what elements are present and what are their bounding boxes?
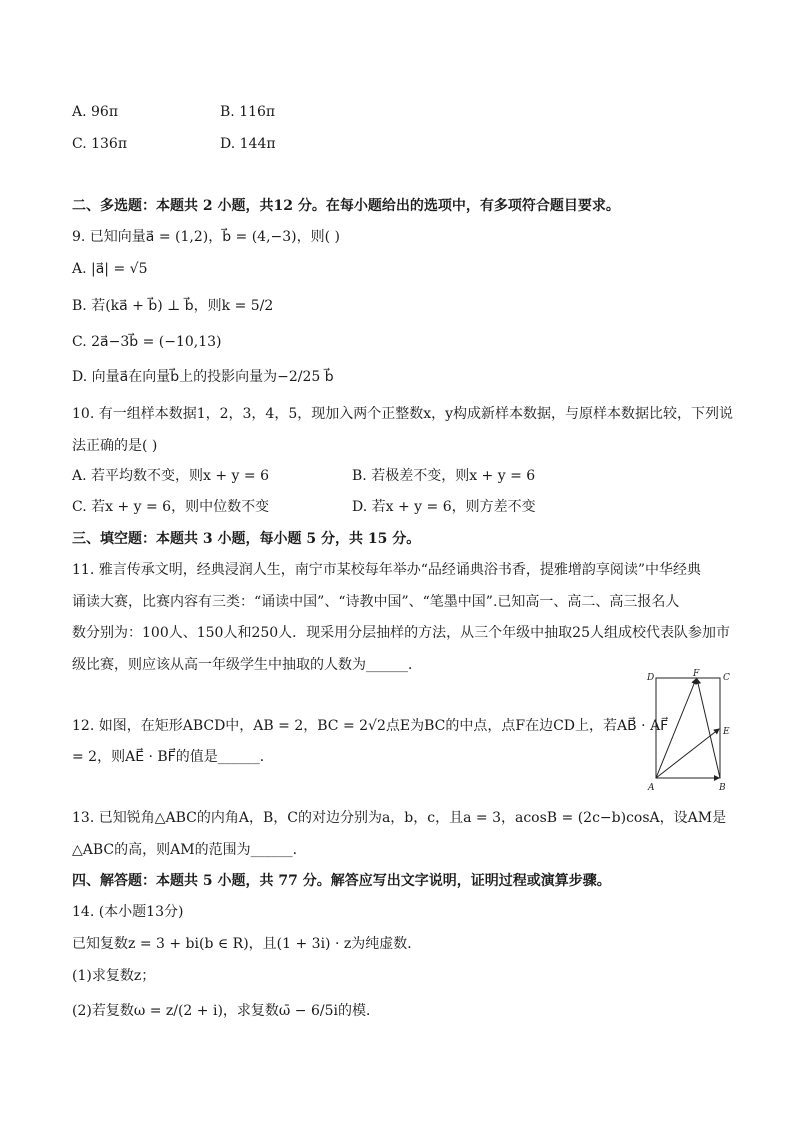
q9-stem: 9. 已知向量a⃗ = (1,2)，b⃗ = (4,−3)，则( ) [72, 229, 341, 245]
q14-stem: 已知复数z = 3 + bi(b ∈ R)，且(1 + 3i) · z为纯虚数． [72, 936, 422, 952]
section2-header: 二、多选题：本题共 2 小题，共12 分。在每小题给出的选项中，有多项符合题目要求。 [72, 198, 620, 214]
q13-line2: △ABC的高，则AM的范围为______． [72, 842, 307, 858]
label-b: B [719, 783, 726, 793]
q10-option-d: D. 若x + y = 6，则方差不变 [352, 499, 536, 515]
q10-stem-line1: 10. 有一组样本数据1，2，3，4，5，现加入两个正整数x，y构成新样本数据，与原样本数据比较，下列说 [72, 406, 734, 422]
q9-option-b: B. 若(ka⃗ + b⃗) ⊥ b⃗，则k = 5/2 [72, 298, 274, 314]
rectangle-abcd [656, 678, 720, 778]
q10-option-a: A. 若平均数不变，则x + y = 6 [72, 468, 269, 484]
label-a: A [648, 783, 655, 793]
q14-part2: (2)若复数ω = z/(2 + i)，求复数ω̄ − 6/5i的模． [72, 1003, 380, 1019]
q11-line1: 11. 雅言传承文明，经典浸润人生，南宁市某校每年举办“品经诵典浴书香，提雅增韵享阅读”中华经典 [72, 562, 702, 578]
q14-part1: (1)求复数z； [72, 968, 156, 984]
q10-stem-line2: 法正确的是( ) [72, 438, 158, 454]
q10-option-c: C. 若x + y = 6，则中位数不变 [72, 499, 270, 515]
q9-option-d: D. 向量a⃗在向量b⃗上的投影向量为−2/25 b⃗ [72, 369, 334, 385]
q10-option-b: B. 若极差不变，则x + y = 6 [352, 468, 536, 484]
q11-line3: 数分别为：100人、150人和250人．现采用分层抽样的方法，从三个年级中抽取25人组成校代表队参加市 [72, 625, 730, 641]
section4-header: 四、解答题：本题共 5 小题，共 77 分。解答应写出文字说明，证明过程或演算步骤。 [72, 873, 611, 889]
q11-line4: 级比赛，则应该从高一年级学生中抽取的人数为______． [72, 657, 422, 673]
label-d: D [647, 673, 655, 683]
label-e: E [723, 727, 730, 737]
label-f: F [693, 669, 700, 679]
q13-line1: 13. 已知锐角△ABC的内角A，B，C的对边分别为a，b，c，且a = 3，acosB = (2c−b)cosA，设AM是 [72, 810, 727, 826]
vector-af [656, 679, 696, 778]
q14-title: 14. (本小题13分) [72, 904, 184, 920]
q12-line2: = 2，则AE⃗ · BF⃗的值是______． [72, 749, 274, 765]
q8-option-d: D. 144π [220, 136, 276, 152]
q11-line2: 诵读大赛，比赛内容有三类：“诵读中国”、“诗教中国”、“笔墨中国”.已知高一、高二、高三报名人 [72, 594, 680, 610]
label-c: C [723, 673, 730, 683]
vector-bf [697, 679, 720, 778]
q12-line1: 12. 如图，在矩形ABCD中，AB = 2，BC = 2√2点E为BC的中点，点F在边CD上，若AB⃗ · AF⃗ [72, 718, 669, 734]
q8-option-b: B. 116π [220, 104, 276, 120]
q8-option-a: A. 96π [72, 104, 119, 120]
section3-header: 三、填空题：本题共 3 小题，每小题 5 分，共 15 分。 [72, 531, 421, 547]
q8-option-c: C. 136π [72, 136, 128, 152]
q9-option-c: C. 2a⃗−3b⃗ = (−10,13) [72, 334, 222, 350]
q12-figure-svg [640, 666, 740, 796]
q9-option-a: A. |a⃗| = √5 [72, 261, 148, 277]
q12-rectangle-figure [640, 666, 740, 796]
